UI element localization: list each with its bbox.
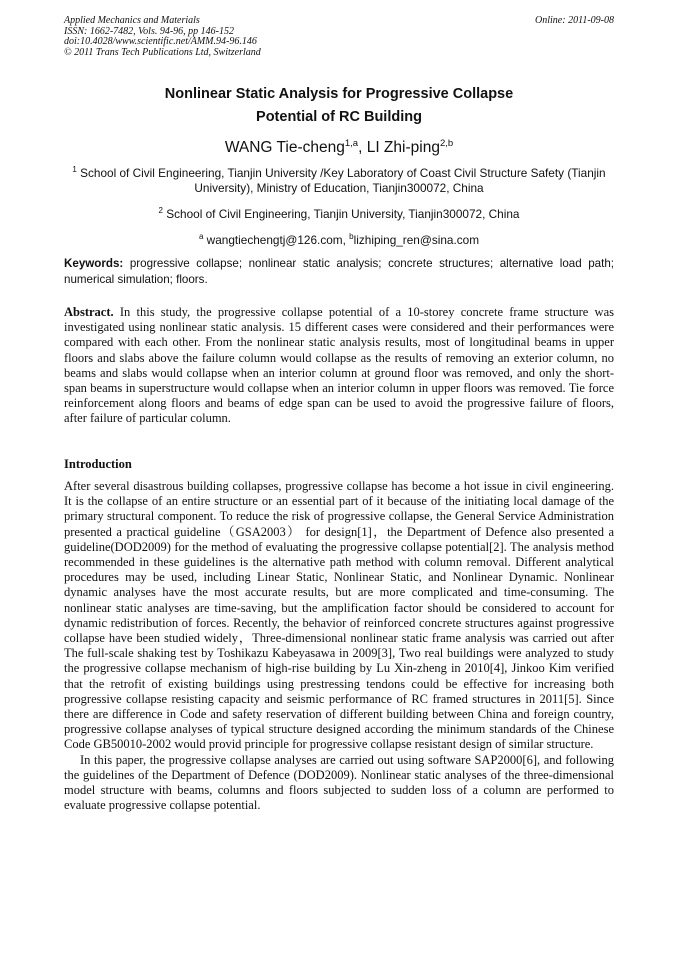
- author-2: LI Zhi-ping: [366, 139, 440, 156]
- paper-title: [64, 83, 614, 129]
- abstract-section: [64, 305, 614, 427]
- affiliation-1-mark: 1: [72, 165, 77, 174]
- author-emails: [64, 229, 614, 248]
- email-a: wangtiechengtj@126.com,: [203, 233, 350, 247]
- keywords-text: progressive collapse; nonlinear static analysis; concrete structures; alternative load path; numerical simulation; floors.: [64, 257, 614, 286]
- email-a-mark: a: [198, 232, 204, 241]
- affiliation-1-text: School of Civil Engineering, Tianjin University /Key Laboratory of Coast Civil Structure Safety (Tianjin University), Ministry of Education, Tianjin300072, China: [76, 166, 606, 195]
- introduction-paragraph-1: After several disastrous building collapses, progressive collapse has become a hot issue in civil engineering. It is the collapse of an entire structure or an essential part of it because of the initiating local damage of the primary structural component. To reduce the risk of progressive collapse, the General Service Administration presented a practical guideline（GSA2003） for design[1]，the Department of Defence also presented a guideline(DOD2009) for the method of evaluating the progressive collapse potential[2]. The analysis method recommended in these guidelines is the alternative path method with column removal. Different analytical procedures may be used, including Linear Static, Nonlinear Static, and Nonlinear Dynamic. Nonlinear dynamic analyses have the most accurate results, but are more complicated and time-consuming. The nonlinear static analyses are time-saving, but the amplification factor should be considered to account for dynamic redistribution of forces. Recently, the behavior of reinforced concrete structures against progressive collapse have been studied widely，Three-dimensional nonlinear static frame analysis was carried out after The full-scale shaking test by Toshikazu Kabeyasawa in 2009[3], Two real buildings were analyzed to study the progressive collapse mechanism of high-rise building by Lu Xin-zheng in 2010[4], Jinkoo Kim verified that the retrofit of existing buildings using prestressing tendons could be effective for increasing both progressive collapse resisting capacity and seismic performance of RC framed structures in 2011[5]. Since there are difference in Code and safety reservation of different building between China and foreign country, progressive collapse analyses of typical structure designed according the minimum standards of the Chinese Code GB50010-2002 would provid principle for progressive collapse resistant design of similar structure.: [64, 479, 614, 752]
- introduction-paragraph-2: In this paper, the progressive collapse analyses are carried out using software SAP2000[6], and following the guidelines of the Department of Defence (DOD2009). Nonlinear static analyses of the three-dimensional model structure with beams, columns and floors subjected to sudden loss of a column are performed to evaluate progressive collapse potential.: [64, 752, 614, 813]
- doi-line: doi:10.4028/www.scientific.net/AMM.94-96.146: [64, 36, 257, 47]
- title-line-2: Potential of RC Building: [256, 109, 422, 125]
- keywords-section: [64, 256, 614, 287]
- email-b: lizhiping_ren@sina.com: [353, 233, 480, 247]
- introduction-body: [64, 479, 614, 813]
- affiliation-2: [64, 203, 614, 222]
- author-list: [64, 138, 614, 157]
- online-date: Online: 2011-09-08: [535, 15, 614, 26]
- title-line-1: Nonlinear Static Analysis for Progressive Collapse: [164, 86, 514, 102]
- journal-name: Applied Mechanics and Materials: [64, 15, 200, 26]
- issn-line: ISSN: 1662-7482, Vols. 94-96, pp 146-152: [64, 25, 234, 37]
- author-separator: ,: [358, 139, 367, 156]
- affiliations: [64, 162, 614, 248]
- introduction-heading: Introduction: [64, 457, 132, 471]
- author-2-sup: 2,b: [439, 138, 454, 149]
- affiliation-2-mark: 2: [158, 206, 163, 215]
- abstract-label: Abstract.: [64, 305, 114, 319]
- email-b-mark: b: [349, 232, 354, 241]
- author-1-sup: 1,a: [344, 138, 359, 149]
- keywords-label: Keywords:: [64, 257, 124, 270]
- author-1: WANG Tie-cheng: [224, 139, 345, 156]
- journal-header: [64, 16, 614, 58]
- abstract-text: In this study, the progressive collapse potential of a 10-storey concrete frame structure was investigated using nonlinear static analysis. 15 different cases were considered and their performances were compared with each other. From the nonlinear static analysis results, most of longitudinal beams in upper floors and slabs above the failure column would collapse as the results of removing an exterior column, no beams and slabs would collapse when an interior column at ground floor was removed, and only the short-span beams in superstructure would collapse when an interior column in upper floors was removed. Tie force reinforcement along floors and beams of edge span can be used to avoid the progressive failure of floors, after failure of particular column.: [64, 305, 614, 426]
- affiliation-2-text: School of Civil Engineering, Tianjin University, Tianjin300072, China: [162, 207, 520, 221]
- affiliation-1: [64, 162, 614, 196]
- copyright-line: © 2011 Trans Tech Publications Ltd, Switzerland: [64, 46, 261, 58]
